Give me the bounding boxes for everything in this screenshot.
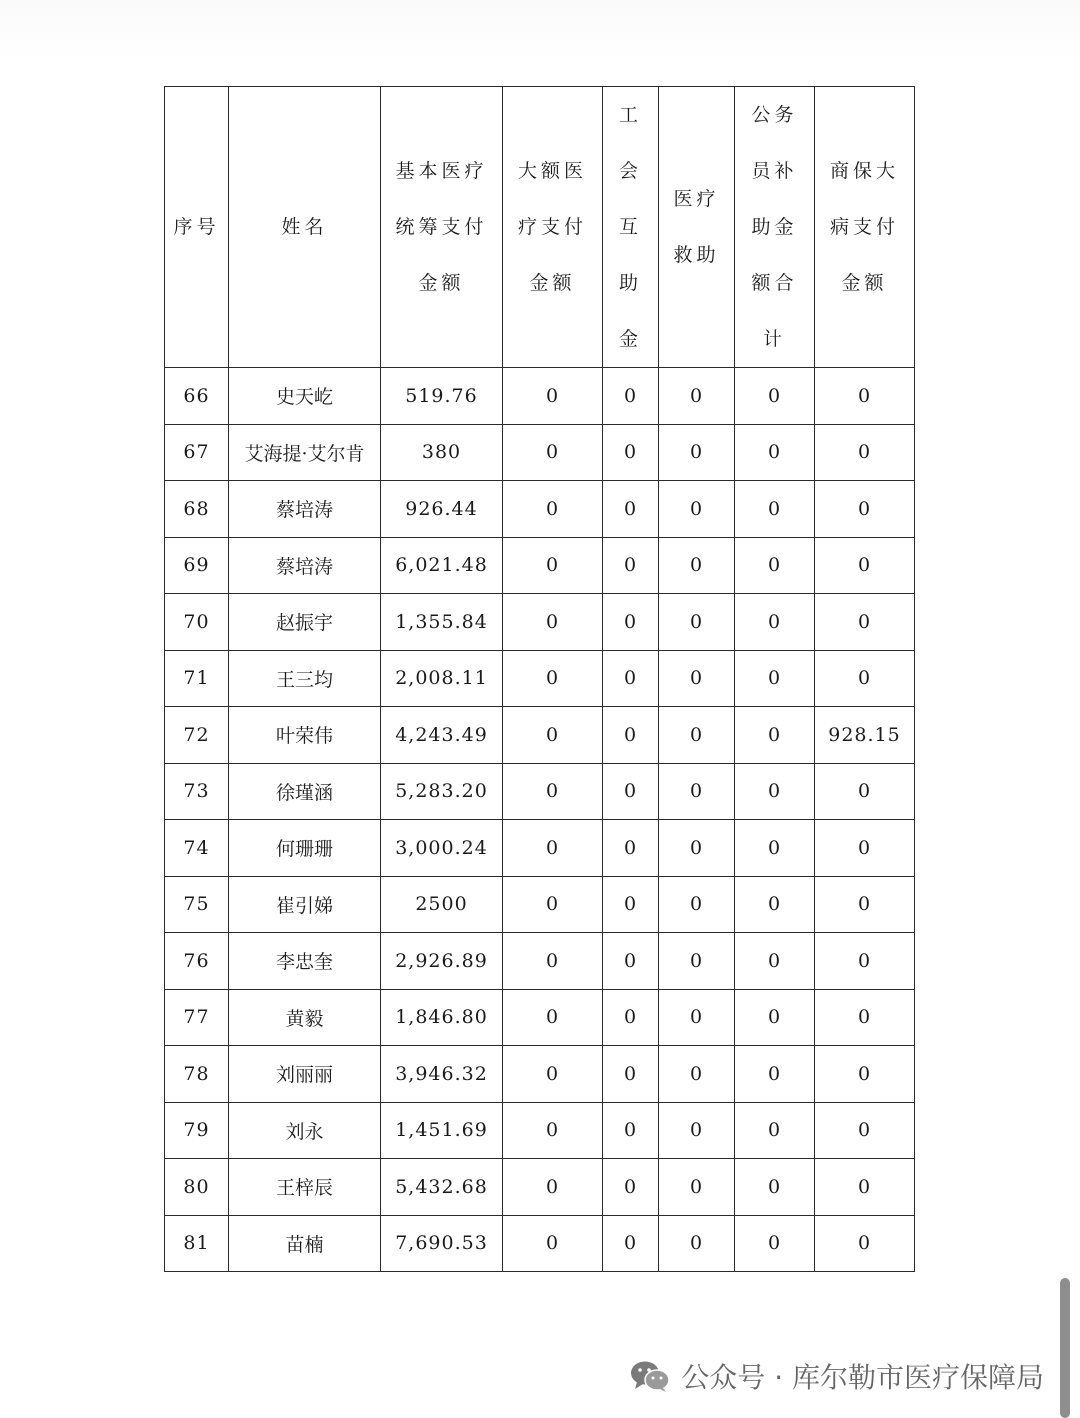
cell-major-medical: 0 (503, 481, 603, 538)
cell-medical-relief: 0 (659, 1046, 735, 1103)
table-row (165, 820, 915, 877)
cell-civil-servant-subsidy: 0 (735, 481, 815, 538)
cell-seq: 76 (165, 933, 229, 990)
cell-seq: 79 (165, 1102, 229, 1159)
cell-commercial-insurance: 0 (815, 763, 915, 820)
cell-seq: 72 (165, 707, 229, 764)
cell-commercial-insurance: 0 (815, 424, 915, 481)
cell-medical-relief: 0 (659, 481, 735, 538)
payment-table (164, 86, 915, 1272)
cell-basic-medical: 519.76 (381, 368, 503, 425)
cell-major-medical: 0 (503, 1159, 603, 1216)
cell-union-aid: 0 (603, 424, 659, 481)
cell-union-aid: 0 (603, 368, 659, 425)
cell-name: 蔡培涛 (229, 537, 381, 594)
cell-seq: 66 (165, 368, 229, 425)
cell-medical-relief: 0 (659, 594, 735, 651)
cell-seq: 73 (165, 763, 229, 820)
cell-medical-relief: 0 (659, 424, 735, 481)
cell-civil-servant-subsidy: 0 (735, 933, 815, 990)
wechat-footer (629, 1356, 1044, 1396)
cell-civil-servant-subsidy: 0 (735, 424, 815, 481)
cell-major-medical: 0 (503, 537, 603, 594)
cell-civil-servant-subsidy: 0 (735, 707, 815, 764)
cell-seq: 74 (165, 820, 229, 877)
cell-seq: 68 (165, 481, 229, 538)
cell-medical-relief: 0 (659, 820, 735, 877)
cell-union-aid: 0 (603, 933, 659, 990)
table-row (165, 933, 915, 990)
cell-basic-medical: 1,355.84 (381, 594, 503, 651)
cell-major-medical: 0 (503, 1046, 603, 1103)
cell-seq: 71 (165, 650, 229, 707)
table-row (165, 1046, 915, 1103)
cell-medical-relief: 0 (659, 707, 735, 764)
cell-seq: 70 (165, 594, 229, 651)
cell-civil-servant-subsidy: 0 (735, 1046, 815, 1103)
cell-medical-relief: 0 (659, 1215, 735, 1272)
cell-name: 刘永 (229, 1102, 381, 1159)
table-row (165, 594, 915, 651)
cell-union-aid: 0 (603, 876, 659, 933)
table-row (165, 763, 915, 820)
cell-name: 李忠奎 (229, 933, 381, 990)
cell-basic-medical: 2,008.11 (381, 650, 503, 707)
header-commercial-insurance: 商保大 病支付 金额 (815, 87, 915, 368)
cell-union-aid: 0 (603, 650, 659, 707)
cell-civil-servant-subsidy: 0 (735, 989, 815, 1046)
cell-civil-servant-subsidy: 0 (735, 876, 815, 933)
cell-civil-servant-subsidy: 0 (735, 1102, 815, 1159)
table-body (165, 368, 915, 1272)
cell-major-medical: 0 (503, 424, 603, 481)
cell-commercial-insurance: 0 (815, 1102, 915, 1159)
cell-name: 艾海提·艾尔肯 (229, 424, 381, 481)
header-medical-relief: 医疗 救助 (659, 87, 735, 368)
table-row (165, 481, 915, 538)
table-row (165, 650, 915, 707)
cell-major-medical: 0 (503, 1102, 603, 1159)
cell-union-aid: 0 (603, 989, 659, 1046)
cell-name: 赵振宇 (229, 594, 381, 651)
cell-name: 蔡培涛 (229, 481, 381, 538)
header-name: 姓名 (229, 87, 381, 368)
cell-basic-medical: 4,243.49 (381, 707, 503, 764)
cell-union-aid: 0 (603, 763, 659, 820)
cell-name: 何珊珊 (229, 820, 381, 877)
table-row (165, 1159, 915, 1216)
header-union-aid: 工 会 互 助 金 (603, 87, 659, 368)
cell-name: 苗楠 (229, 1215, 381, 1272)
cell-commercial-insurance: 0 (815, 650, 915, 707)
cell-basic-medical: 926.44 (381, 481, 503, 538)
cell-seq: 75 (165, 876, 229, 933)
cell-civil-servant-subsidy: 0 (735, 820, 815, 877)
cell-name: 王三均 (229, 650, 381, 707)
cell-basic-medical: 7,690.53 (381, 1215, 503, 1272)
cell-union-aid: 0 (603, 820, 659, 877)
cell-commercial-insurance: 0 (815, 989, 915, 1046)
cell-name: 刘丽丽 (229, 1046, 381, 1103)
cell-union-aid: 0 (603, 1046, 659, 1103)
wechat-icon (629, 1359, 671, 1393)
cell-name: 王梓辰 (229, 1159, 381, 1216)
cell-medical-relief: 0 (659, 537, 735, 594)
cell-basic-medical: 6,021.48 (381, 537, 503, 594)
table-row (165, 424, 915, 481)
header-major-medical: 大额医 疗支付 金额 (503, 87, 603, 368)
table-row (165, 876, 915, 933)
cell-commercial-insurance: 0 (815, 1046, 915, 1103)
cell-major-medical: 0 (503, 368, 603, 425)
cell-name: 黄毅 (229, 989, 381, 1046)
cell-commercial-insurance: 0 (815, 594, 915, 651)
cell-seq: 77 (165, 989, 229, 1046)
cell-major-medical: 0 (503, 876, 603, 933)
cell-major-medical: 0 (503, 989, 603, 1046)
cell-basic-medical: 3,000.24 (381, 820, 503, 877)
cell-medical-relief: 0 (659, 650, 735, 707)
cell-union-aid: 0 (603, 1159, 659, 1216)
cell-civil-servant-subsidy: 0 (735, 1215, 815, 1272)
cell-union-aid: 0 (603, 707, 659, 764)
cell-union-aid: 0 (603, 1102, 659, 1159)
cell-union-aid: 0 (603, 481, 659, 538)
cell-civil-servant-subsidy: 0 (735, 763, 815, 820)
cell-civil-servant-subsidy: 0 (735, 1159, 815, 1216)
scrollbar[interactable] (1060, 1278, 1070, 1418)
cell-seq: 78 (165, 1046, 229, 1103)
cell-medical-relief: 0 (659, 1159, 735, 1216)
footer-text: 公众号 · 库尔勒市医疗保障局 (681, 1361, 1044, 1394)
cell-medical-relief: 0 (659, 989, 735, 1046)
table-header (165, 87, 915, 368)
cell-commercial-insurance: 0 (815, 933, 915, 990)
cell-major-medical: 0 (503, 820, 603, 877)
cell-name: 崔引娣 (229, 876, 381, 933)
cell-medical-relief: 0 (659, 876, 735, 933)
header-civil-servant-subsidy: 公务 员补 助金 额合 计 (735, 87, 815, 368)
cell-name: 徐瑾涵 (229, 763, 381, 820)
cell-union-aid: 0 (603, 594, 659, 651)
cell-basic-medical: 1,846.80 (381, 989, 503, 1046)
cell-basic-medical: 2,926.89 (381, 933, 503, 990)
cell-commercial-insurance: 928.15 (815, 707, 915, 764)
header-seq: 序号 (165, 87, 229, 368)
cell-union-aid: 0 (603, 537, 659, 594)
cell-seq: 67 (165, 424, 229, 481)
cell-commercial-insurance: 0 (815, 537, 915, 594)
cell-major-medical: 0 (503, 650, 603, 707)
table-row (165, 1215, 915, 1272)
table-row (165, 537, 915, 594)
cell-civil-servant-subsidy: 0 (735, 537, 815, 594)
cell-medical-relief: 0 (659, 933, 735, 990)
cell-name: 史天屹 (229, 368, 381, 425)
cell-seq: 81 (165, 1215, 229, 1272)
cell-basic-medical: 3,946.32 (381, 1046, 503, 1103)
cell-commercial-insurance: 0 (815, 1159, 915, 1216)
table-row (165, 707, 915, 764)
cell-union-aid: 0 (603, 1215, 659, 1272)
cell-commercial-insurance: 0 (815, 876, 915, 933)
cell-major-medical: 0 (503, 763, 603, 820)
cell-major-medical: 0 (503, 1215, 603, 1272)
cell-major-medical: 0 (503, 707, 603, 764)
cell-civil-servant-subsidy: 0 (735, 650, 815, 707)
cell-major-medical: 0 (503, 933, 603, 990)
table-row (165, 368, 915, 425)
cell-seq: 69 (165, 537, 229, 594)
cell-name: 叶荣伟 (229, 707, 381, 764)
cell-medical-relief: 0 (659, 368, 735, 425)
cell-basic-medical: 1,451.69 (381, 1102, 503, 1159)
cell-basic-medical: 5,432.68 (381, 1159, 503, 1216)
cell-basic-medical: 5,283.20 (381, 763, 503, 820)
table-row (165, 989, 915, 1046)
cell-medical-relief: 0 (659, 1102, 735, 1159)
header-basic-medical: 基本医疗 统筹支付 金额 (381, 87, 503, 368)
cell-commercial-insurance: 0 (815, 481, 915, 538)
cell-basic-medical: 2500 (381, 876, 503, 933)
cell-commercial-insurance: 0 (815, 368, 915, 425)
cell-civil-servant-subsidy: 0 (735, 368, 815, 425)
cell-major-medical: 0 (503, 594, 603, 651)
cell-seq: 80 (165, 1159, 229, 1216)
cell-commercial-insurance: 0 (815, 1215, 915, 1272)
cell-civil-servant-subsidy: 0 (735, 594, 815, 651)
cell-medical-relief: 0 (659, 763, 735, 820)
cell-basic-medical: 380 (381, 424, 503, 481)
table-row (165, 1102, 915, 1159)
cell-commercial-insurance: 0 (815, 820, 915, 877)
